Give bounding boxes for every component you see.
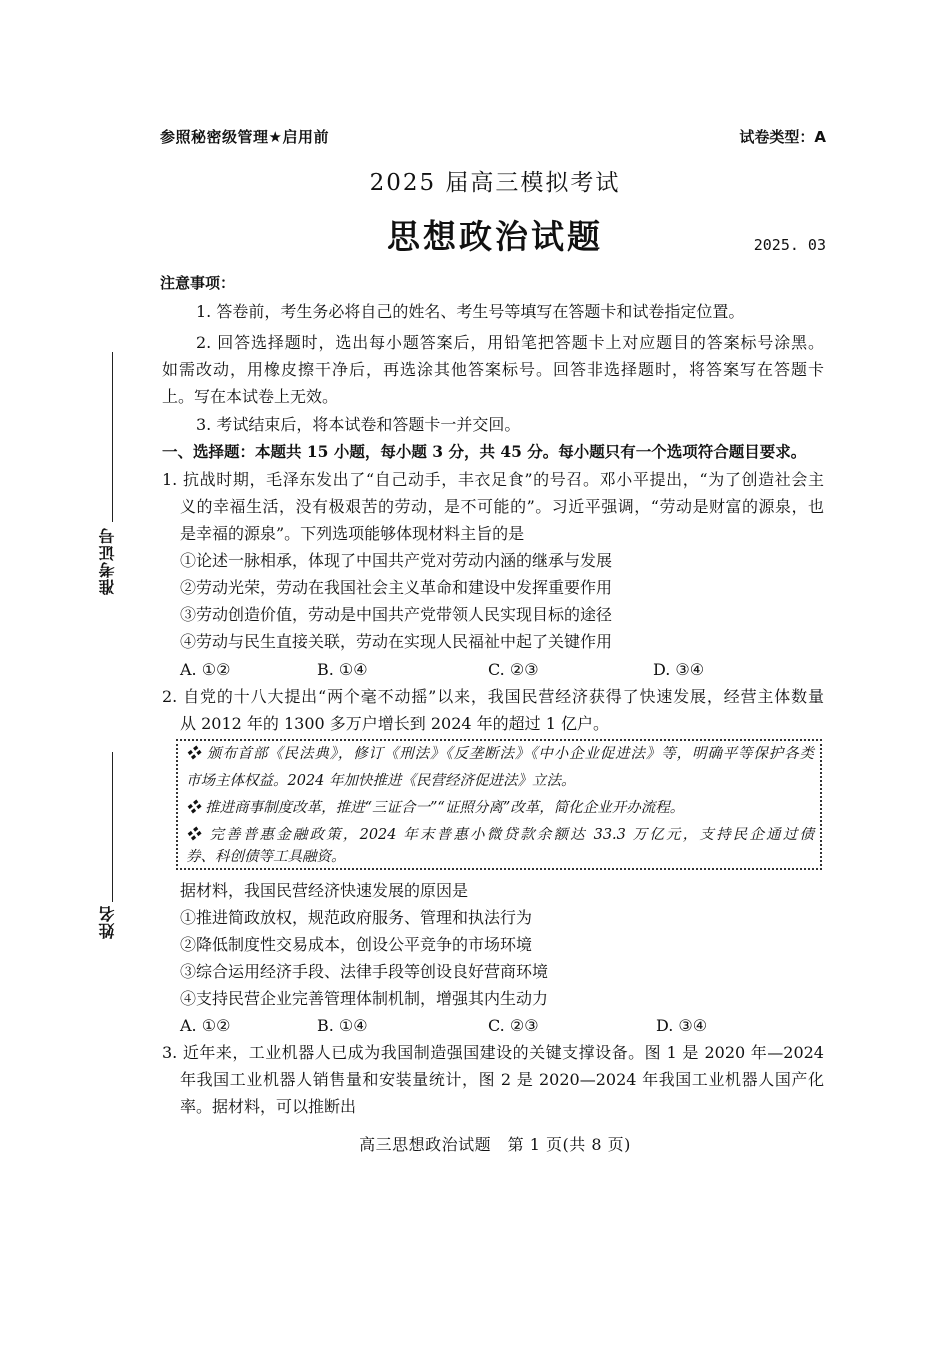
q2-option-d: D. ③④ <box>656 1016 708 1035</box>
q1-stem-line-1: 1. 抗战时期，毛泽东发出了“自己动手，丰衣足食”的号召。邓小平提出，“为了创造社会主 <box>162 470 824 489</box>
note-1: 1. 答卷前，考生务必将自己的姓名、考生号等填写在答题卡和试卷指定位置。 <box>196 302 745 321</box>
q2-statement-2: ②降低制度性交易成本，创设公平竞争的市场环境 <box>180 935 533 954</box>
section-1-heading: 一、选择题：本题共 15 小题，每小题 3 分，共 45 分。每小题只有一个选项符合题目要求。 <box>162 442 807 461</box>
q3-stem-line-3: 率。据材料，可以推断出 <box>180 1097 357 1116</box>
page-footer: 高三思想政治试题 第 1 页(共 8 页) <box>359 1135 631 1154</box>
q2-stem-line-1: 2. 自党的十八大提出“两个毫不动摇”以来，我国民营经济获得了快速发展，经营主体数量 <box>162 687 824 706</box>
paper-type-label: 试卷类型：A <box>739 128 826 146</box>
q3-stem-line-1: 3. 近年来，工业机器人已成为我国制造强国建设的关键支撑设备。图 1 是 2020 年—2024 <box>162 1043 824 1062</box>
q2-material-1-line-2: 市场主体权益。2024 年加快推进《民营经济促进法》立法。 <box>186 773 576 789</box>
q2-stem-line-3: 据材料，我国民营经济快速发展的原因是 <box>180 881 469 900</box>
q1-option-b: B. ①④ <box>317 660 368 679</box>
q2-statement-1: ①推进简政放权，规范政府服务、管理和执法行为 <box>180 908 533 927</box>
exam-title: 2025 届高三模拟考试 <box>369 170 621 196</box>
note-2-line-2: 如需改动，用橡皮擦干净后，再选涂其他答案标号。回答非选择题时，将答案写在答题卡 <box>162 360 824 379</box>
q2-material-box <box>176 739 822 870</box>
q1-statement-1: ①论述一脉相承，体现了中国共产党对劳动内涵的继承与发展 <box>180 551 613 570</box>
q1-statement-3: ③劳动创造价值，劳动是中国共产党带领人民实现目标的途径 <box>180 605 613 624</box>
q1-option-a: A. ①② <box>180 660 231 679</box>
q2-material-2: ❖ 推进商事制度改革，推进“三证合一”“证照分离”改革，简化企业开办流程。 <box>186 800 685 816</box>
name-label: 姓名 <box>98 905 117 939</box>
q1-statement-4: ④劳动与民生直接关联，劳动在实现人民福祉中起了关键作用 <box>180 632 613 651</box>
q2-option-c: C. ②③ <box>488 1016 539 1035</box>
confidentiality-label: 参照秘密级管理★启用前 <box>160 128 329 146</box>
q2-material-1-line-1: ❖ 颁布首部《民法典》，修订《刑法》《反垄断法》《中小企业促进法》等，明确平等保护各类 <box>186 746 814 762</box>
note-2-line-1: 2. 回答选择题时，选出每小题答案后，用铅笔把答题卡上对应题目的答案标号涂黑。 <box>196 333 824 352</box>
q2-stem-line-2: 从 2012 年的 1300 多万户增长到 2024 年的超过 1 亿户。 <box>180 714 610 733</box>
q1-option-d: D. ③④ <box>653 660 705 679</box>
q2-statement-3: ③综合运用经济手段、法律手段等创设良好营商环境 <box>180 962 549 981</box>
note-3: 3. 考试结束后，将本试卷和答题卡一并交回。 <box>196 415 521 434</box>
notes-heading: 注意事项： <box>160 274 236 292</box>
subject-title: 思想政治试题 <box>387 217 603 256</box>
q1-statement-2: ②劳动光荣，劳动在我国社会主义革命和建设中发挥重要作用 <box>180 578 613 597</box>
name-rule <box>112 752 113 902</box>
q2-material-3-line-1: ❖ 完善普惠金融政策，2024 年末普惠小微贷款余额达 33.3 万亿元，支持民企通过债 <box>186 827 814 843</box>
exam-date: 2025. 03 <box>753 236 826 254</box>
q1-stem-line-2: 义的幸福生活，没有极艰苦的劳动，是不可能的”。习近平强调，“劳动是财富的源泉，也 <box>180 497 824 516</box>
q1-stem-line-3: 是幸福的源泉”。下列选项能够体现材料主旨的是 <box>180 524 525 543</box>
q2-statement-4: ④支持民营企业完善管理体制机制，增强其内生动力 <box>180 989 549 1008</box>
candidate-no-rule <box>112 352 113 522</box>
q2-option-a: A. ①② <box>180 1016 231 1035</box>
q3-stem-line-2: 年我国工业机器人销售量和安装量统计，图 2 是 2020—2024 年我国工业机器人国产化 <box>180 1070 824 1089</box>
q1-option-c: C. ②③ <box>488 660 539 679</box>
q2-option-b: B. ①④ <box>317 1016 368 1035</box>
candidate-no-label: 准考证号 <box>98 527 117 595</box>
q2-material-3-line-2: 券、科创债等工具融资。 <box>186 849 346 865</box>
note-2-line-3: 上。写在本试卷上无效。 <box>162 387 339 406</box>
